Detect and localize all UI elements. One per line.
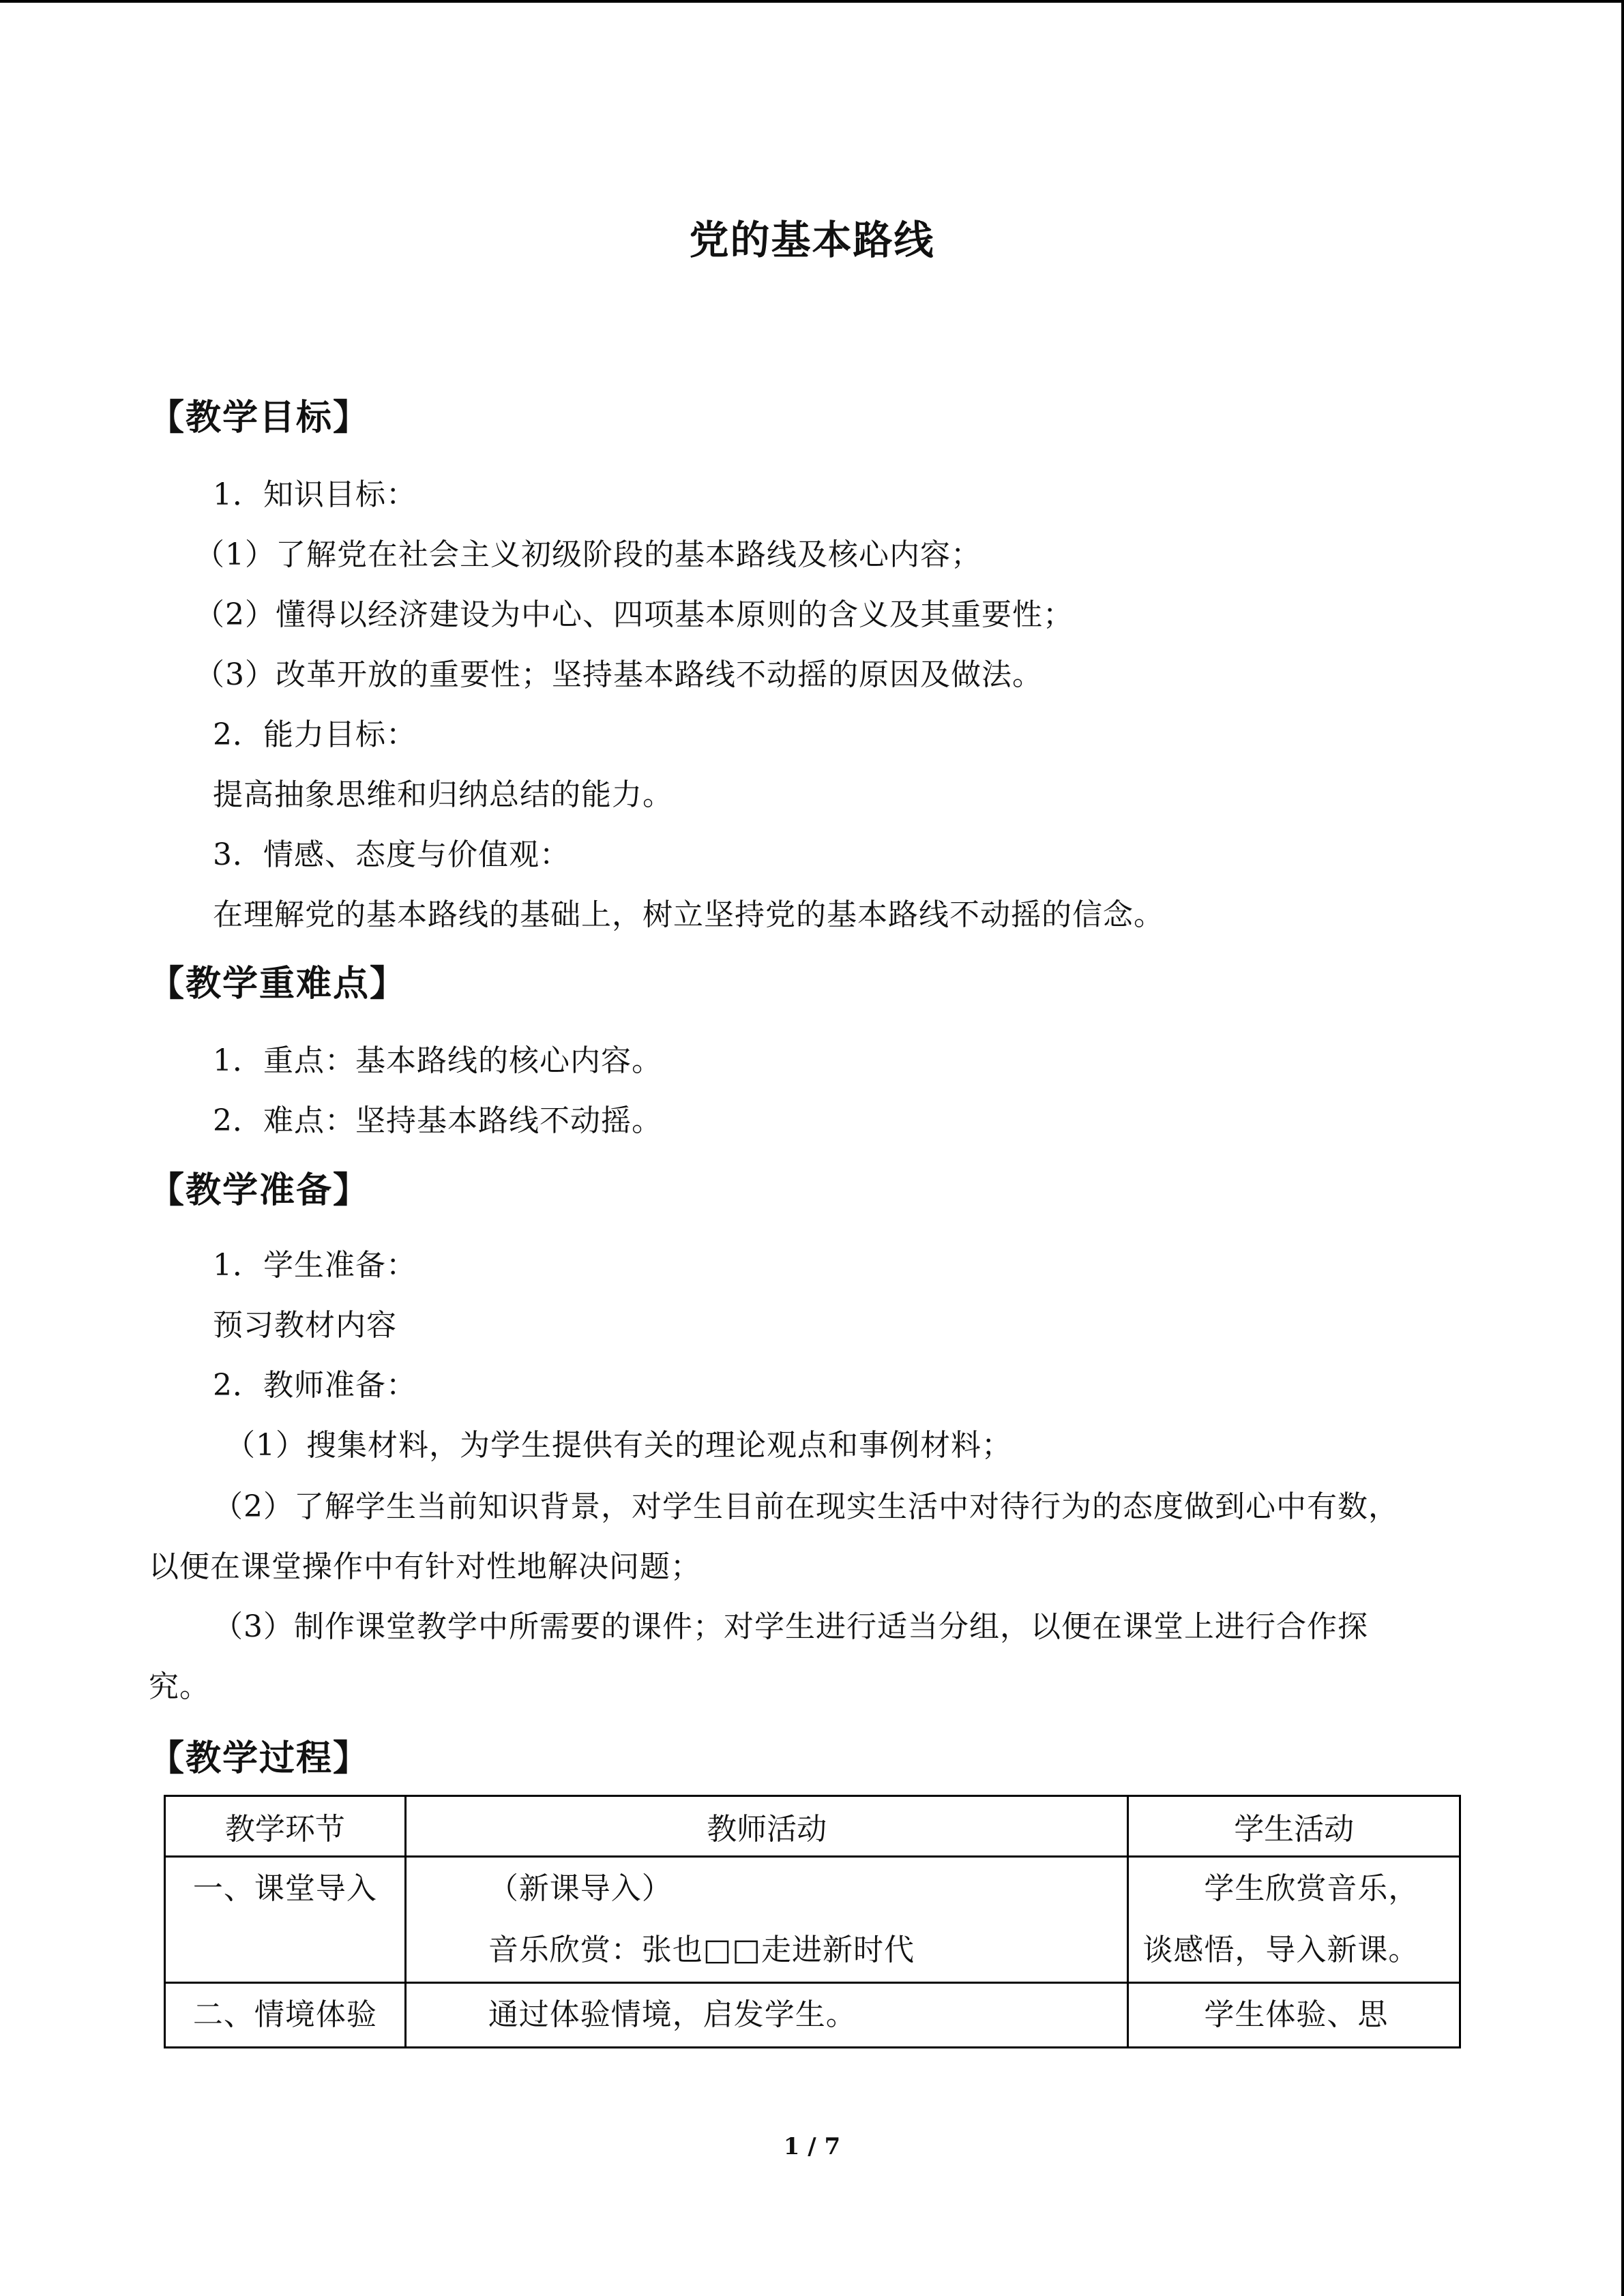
objective-line: 2．能力目标： [213,717,417,752]
heading-objectives: 【教学目标】 [149,398,370,438]
objective-line: 3．情感、态度与价值观： [213,837,570,872]
teacher-cell [405,1857,1128,1983]
header-student-activity: 学生活动 [1128,1796,1460,1857]
page-border-top [0,0,1624,3]
stage-cell [165,1983,406,2048]
objective-line: （1）了解党在社会主义初级阶段的基本路线及核心内容； [194,537,981,572]
objective-line: 提高抽象思维和归纳总结的能力。 [213,777,673,812]
table-row [165,1983,1460,2048]
teacher-activity-line: 音乐欣赏：张也□□走进新时代 [488,1933,915,1967]
preparation-line: 2．教师准备： [213,1368,417,1403]
preparation-line: 以便在课堂操作中有针对性地解决问题； [149,1549,701,1584]
header-stage: 教学环节 [165,1796,406,1857]
preparation-line: 究。 [149,1669,210,1704]
stage-label: 二、情境体验 [192,1997,377,2032]
objective-line: （2）懂得以经济建设为中心、四项基本原则的含义及其重要性； [194,597,1074,632]
objective-line: （3）改革开放的重要性；坚持基本路线不动摇的原因及做法。 [194,657,1043,692]
page-border-right [1621,0,1624,2296]
preparation-line: （2）了解学生当前知识背景，对学生目前在现实生活中对待行为的态度做到心中有数， [213,1489,1399,1524]
student-cell [1128,1857,1460,1983]
student-activity-line: 学生体验、思 [1204,1997,1389,2032]
header-teacher-activity: 教师活动 [405,1796,1128,1857]
heading-preparation: 【教学准备】 [149,1170,370,1211]
objective-line: 在理解党的基本路线的基础上，树立坚持党的基本路线不动摇的信念。 [213,897,1164,932]
student-activity-line: 学生欣赏音乐， [1204,1871,1419,1906]
key-point-line: 2．难点：坚持基本路线不动摇。 [213,1103,662,1138]
student-activity-line: 谈感悟，导入新课。 [1142,1933,1419,1967]
teacher-activity-line: （新课导入） [488,1871,673,1906]
lesson-process-table [164,1795,1461,2048]
key-point-line: 1．重点：基本路线的核心内容。 [213,1043,662,1078]
table-row [165,1857,1460,1983]
preparation-line: 预习教材内容 [213,1308,397,1343]
page-number: 1 / 7 [783,2133,841,2160]
heading-process: 【教学过程】 [149,1738,370,1779]
objective-line: 1．知识目标： [213,477,417,512]
teacher-activity-line: 通过体验情境，启发学生。 [488,1997,857,2032]
student-cell [1128,1983,1460,2048]
preparation-line: 1．学生准备： [213,1248,417,1283]
heading-key-points: 【教学重难点】 [149,964,407,1004]
stage-cell [165,1857,406,1983]
preparation-line: （3）制作课堂教学中所需要的课件；对学生进行适当分组，以便在课堂上进行合作探 [213,1609,1368,1644]
table-header-row [165,1796,1460,1857]
stage-label: 一、课堂导入 [192,1871,377,1906]
document-title: 党的基本路线 [689,217,935,263]
preparation-line: （1）搜集材料，为学生提供有关的理论观点和事例材料； [225,1428,1012,1463]
teacher-cell [405,1983,1128,2048]
